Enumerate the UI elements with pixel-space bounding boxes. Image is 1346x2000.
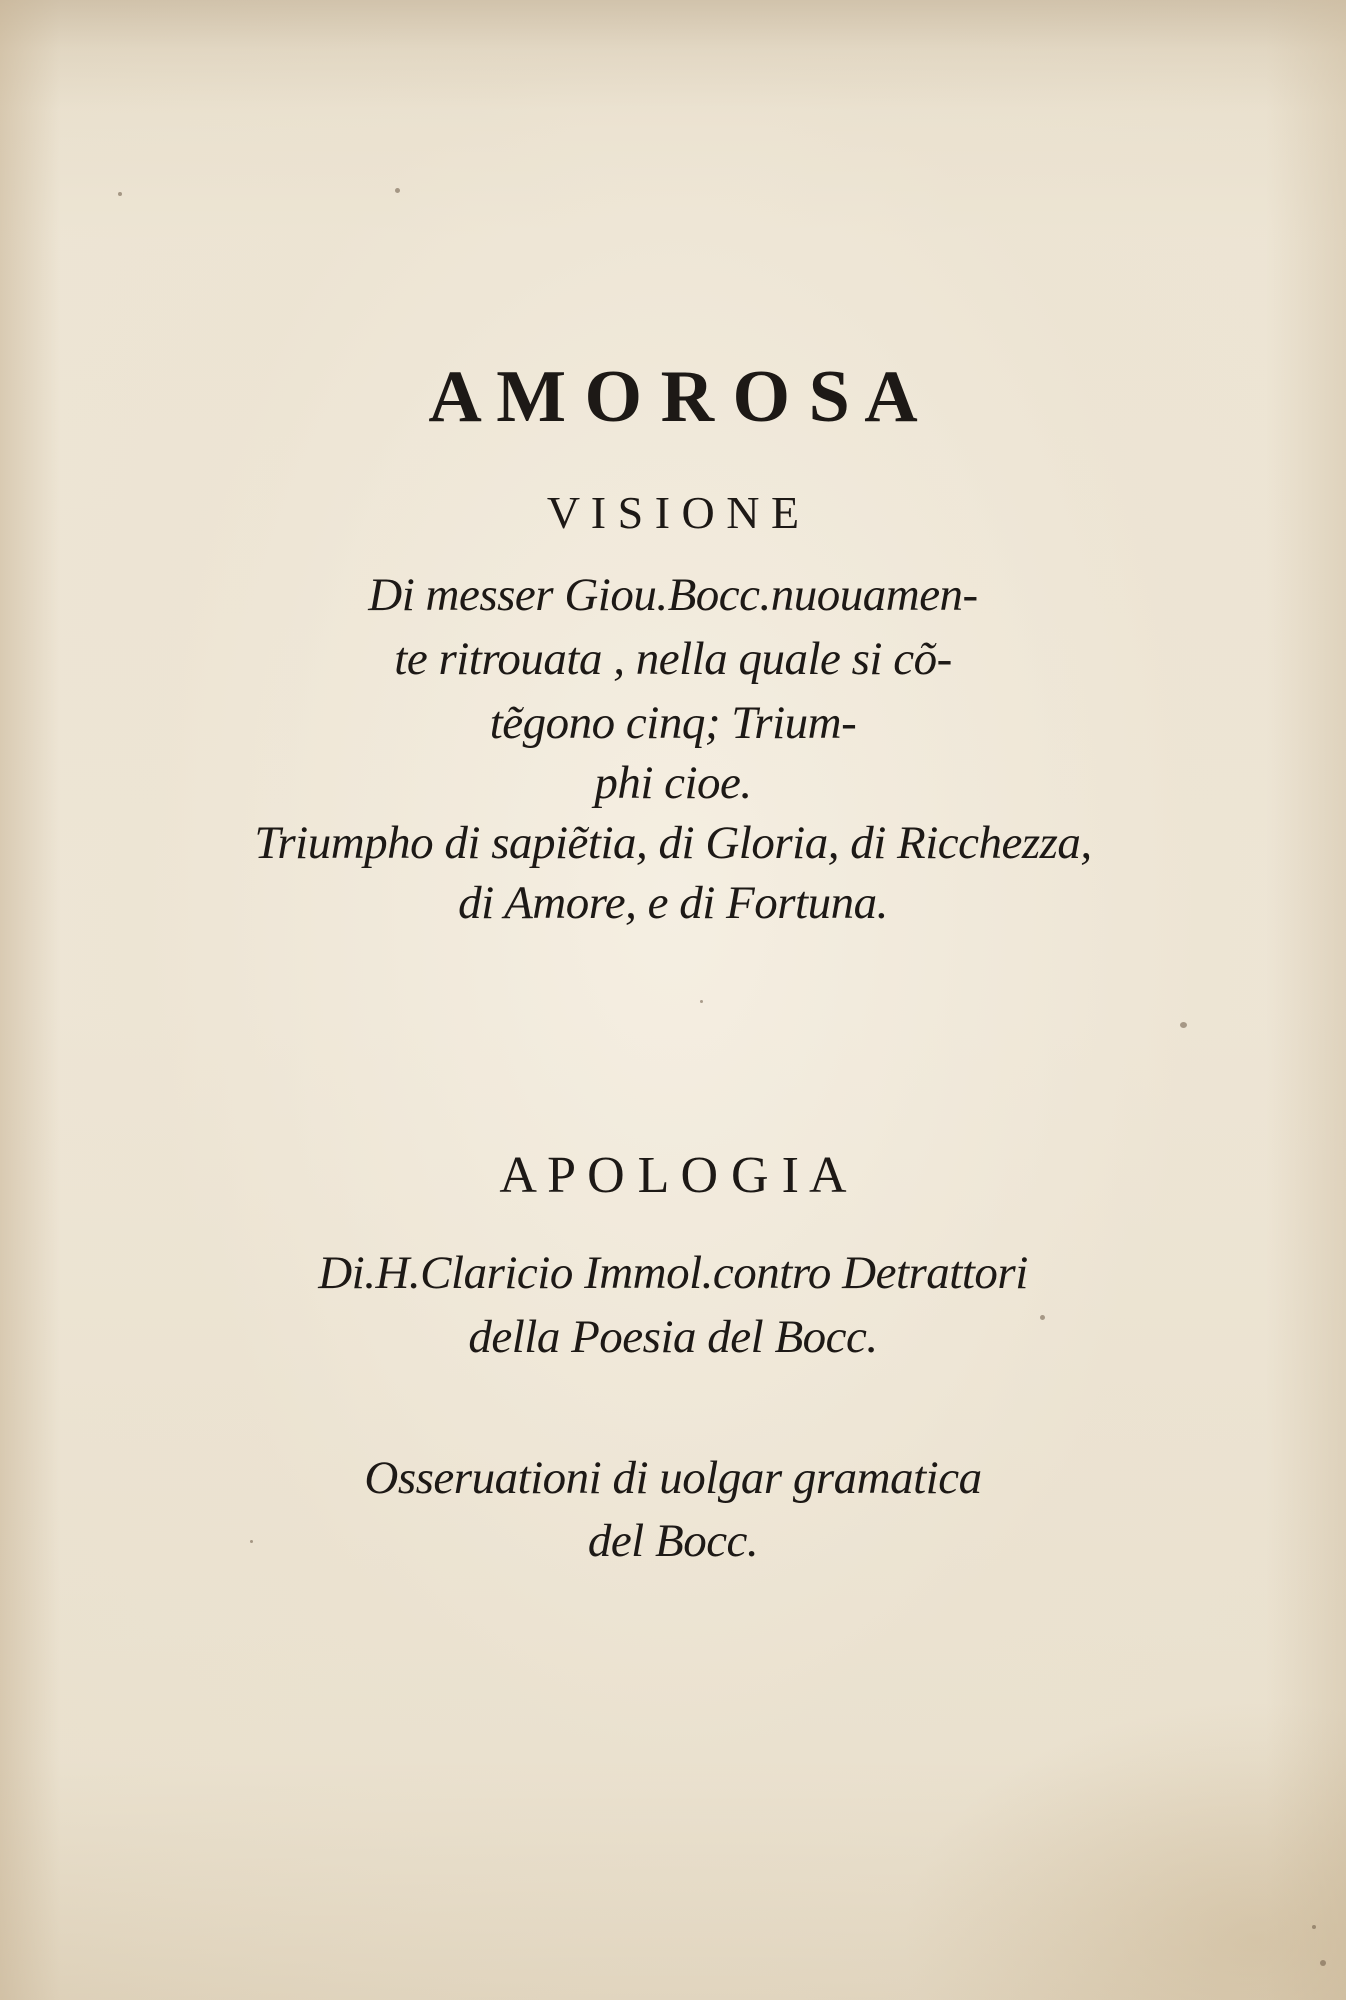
- paper-speck: [395, 188, 400, 193]
- observations-line: del Bocc.: [587, 1515, 759, 1567]
- description-line: tẽgono cinq; Trium-: [489, 697, 857, 749]
- paper-speck: [1320, 1960, 1326, 1966]
- title-amorosa: A M O R O S A: [428, 356, 918, 438]
- paper-stain: [900, 1700, 1346, 2000]
- observations-line: Osseruationi di uolgar gramatica: [364, 1452, 982, 1504]
- apologia-heading: A P O L O G I A: [499, 1147, 847, 1204]
- description-line: di Amore, e di Fortuna.: [458, 877, 888, 929]
- page-shadow-top: [0, 0, 1346, 110]
- description-line: phi cioe.: [594, 757, 752, 809]
- description-line: Triumpho di sapiẽtia, di Gloria, di Ricchezza,: [254, 817, 1092, 869]
- title-visione: V I S I O N E: [546, 487, 800, 538]
- description-line: te ritrouata , nella quale si cõ-: [394, 633, 952, 685]
- apologia-line: Di.H.Claricio Immol.contro Detrattori: [318, 1247, 1028, 1299]
- description-line: Di messer Giou.Bocc.nuouamen-: [368, 569, 978, 621]
- page-edge-left: [0, 0, 60, 2000]
- paper-speck: [700, 1000, 703, 1003]
- apologia-line: della Poesia del Bocc.: [468, 1311, 878, 1363]
- paper-speck: [1312, 1925, 1316, 1929]
- paper-speck: [118, 192, 122, 196]
- paper-speck: [1180, 1022, 1187, 1028]
